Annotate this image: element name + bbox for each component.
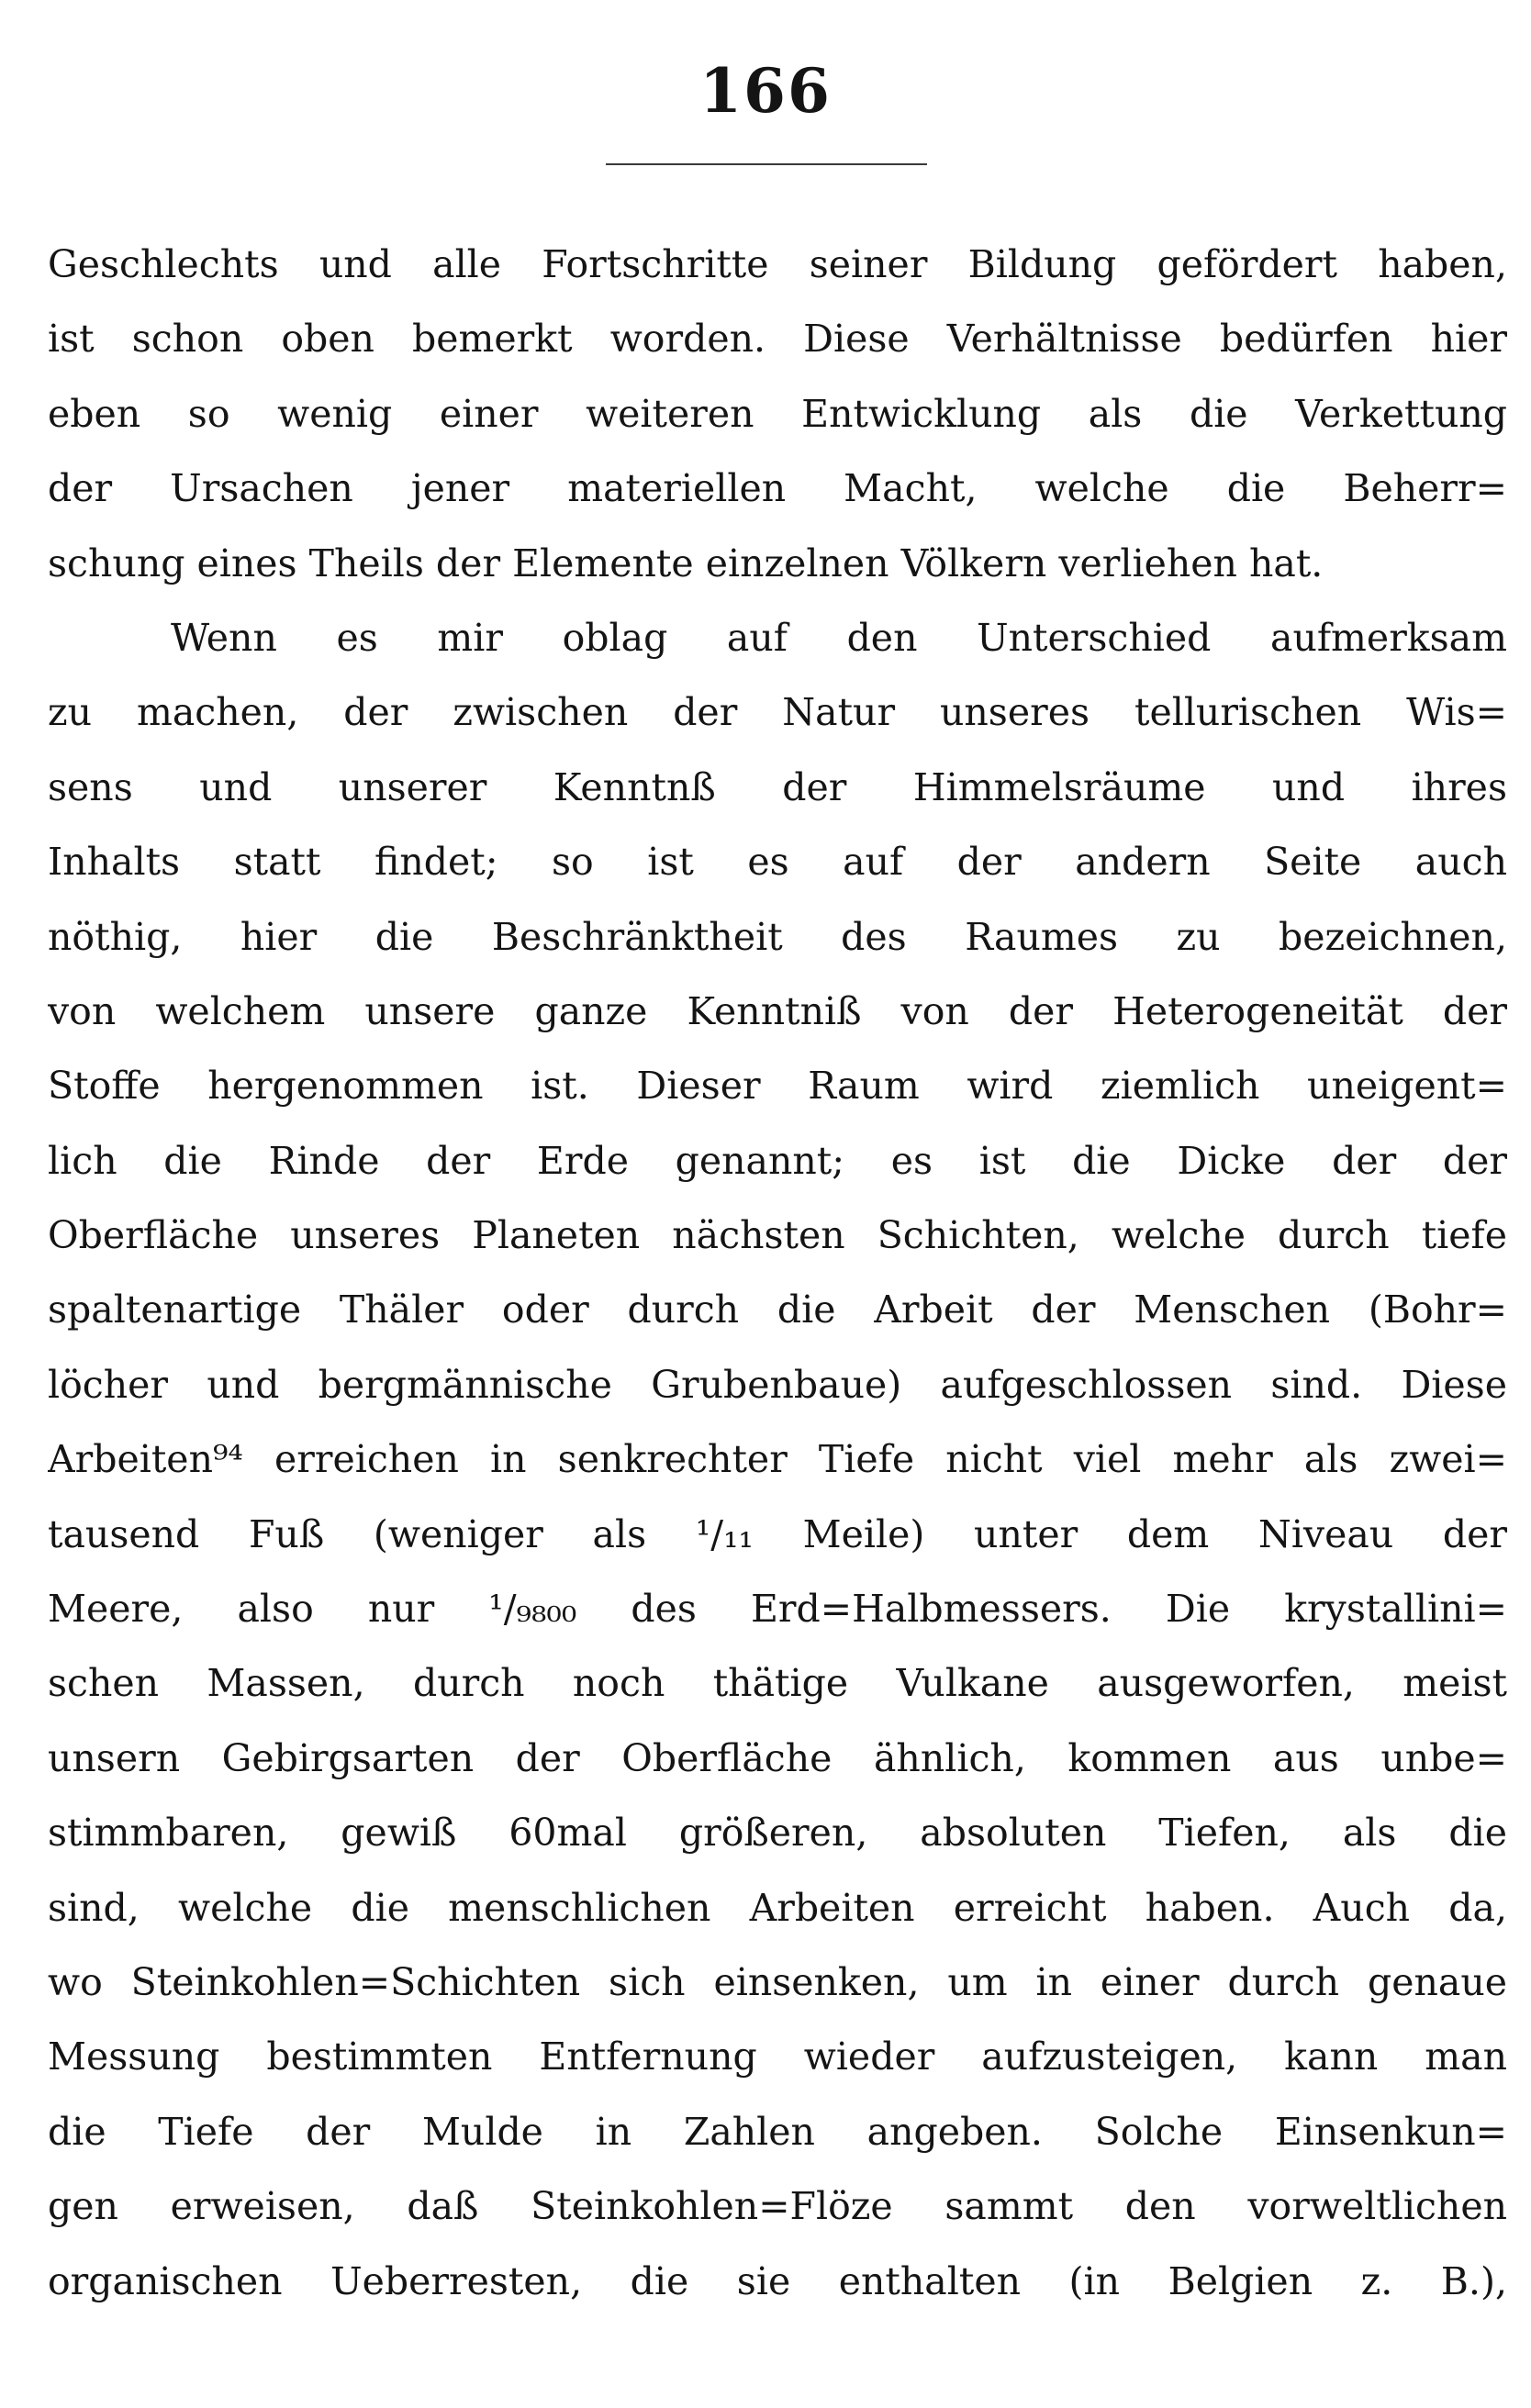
header-rule xyxy=(606,163,927,165)
text-line: ist schon oben bemerkt worden. Diese Verhältnisse bedürfen hier xyxy=(48,317,1507,362)
text-line: nöthig, hier die Beschränktheit des Raumes zu bezeichnen, xyxy=(48,914,1507,959)
page-number: 166 xyxy=(699,55,832,127)
text-line: schung eines Theils der Elemente einzelnen Völkern verliehen hat. xyxy=(48,541,1324,585)
text-line: Inhalts statt findet; so ist es auf der andern Seite auch xyxy=(48,840,1507,885)
text-line: von welchem unsere ganze Kenntniß von der Heterogeneität der xyxy=(48,988,1507,1033)
text-line: spaltenartige Thäler oder durch die Arbeit der Menschen (Bohr= xyxy=(48,1288,1507,1332)
text-line: der Ursachen jener materiellen Macht, welche die Beherr= xyxy=(48,466,1507,511)
text-line: stimmbaren, gewiß 60mal größeren, absoluten Tiefen, als die xyxy=(48,1811,1507,1856)
text-line: wo Steinkohlen=Schichten sich einsenken, um in einer durch genaue xyxy=(48,1959,1507,2004)
text-line: unsern Gebirgsarten der Oberfläche ähnlich, kommen aus unbe= xyxy=(48,1735,1507,1780)
text-line: eben so wenig einer weiteren Entwicklung als die Verkettung xyxy=(48,391,1507,436)
text-line: Wenn es mir oblag auf den Unterschied aufmerksam xyxy=(171,615,1507,660)
text-line: sind, welche die menschlichen Arbeiten erreicht haben. Auch da, xyxy=(48,1885,1507,1930)
text-line: die Tiefe der Mulde in Zahlen angeben. Solche Einsenkun= xyxy=(48,2109,1507,2154)
text-line: Meere, also nur ¹/₉₈₀₀ des Erd=Halbmessers. Die krystallini= xyxy=(48,1587,1507,1632)
text-line: Arbeiten⁹⁴ erreichen in senkrechter Tiefe nicht viel mehr als zwei= xyxy=(48,1437,1507,1482)
text-line: zu machen, der zwischen der Natur unseres tellurischen Wis= xyxy=(48,690,1507,735)
text-line: lich die Rinde der Erde genannt; es ist die Dicke der der xyxy=(48,1138,1507,1183)
text-line: Geschlechts und alle Fortschritte seiner Bildung gefördert haben, xyxy=(48,242,1507,286)
text-line: Oberfläche unseres Planeten nächsten Schichten, welche durch tiefe xyxy=(48,1213,1507,1258)
text-line: gen erweisen, daß Steinkohlen=Flöze sammt den vorweltlichen xyxy=(48,2184,1507,2229)
text-line: tausend Fuß (weniger als ¹/₁₁ Meile) unter dem Niveau der xyxy=(48,1511,1507,1556)
text-line: Stoffe hergenommen ist. Dieser Raum wird ziemlich uneigent= xyxy=(48,1064,1507,1109)
text-line: Messung bestimmten Entfernung wieder aufzusteigen, kann man xyxy=(48,2035,1507,2079)
text-line: löcher und bergmännische Grubenbaue) aufgeschlossen sind. Diese xyxy=(48,1362,1507,1407)
text-line: schen Massen, durch noch thätige Vulkane ausgeworfen, meist xyxy=(48,1661,1507,1706)
text-line: sens und unserer Kenntnß der Himmelsräume und ihres xyxy=(48,764,1507,809)
body-text xyxy=(48,228,1507,2319)
text-line: organischen Ueberresten, die sie enthalten (in Belgien z. B.), xyxy=(48,2258,1507,2303)
